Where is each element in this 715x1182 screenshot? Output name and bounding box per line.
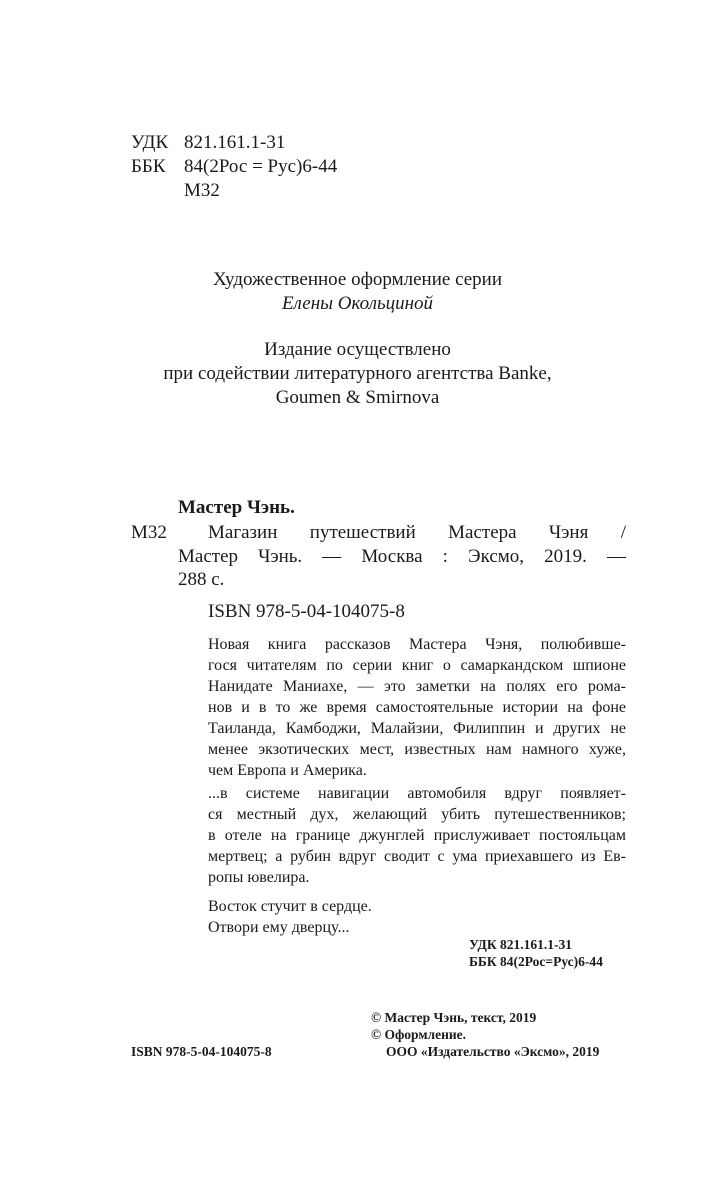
agency-line3: Goumen & Smirnova	[275, 387, 440, 408]
bib-author: Мастер Чэнь.	[178, 497, 295, 518]
bib-sign: М32	[131, 522, 167, 543]
agency-line2: при содействии литературного агентства Banke,	[163, 363, 552, 384]
annotation-line: Отвори ему дверцу...	[208, 919, 350, 936]
bib-isbn: ISBN 978-5-04-104075-8	[208, 601, 405, 622]
bib-title-line: Магазин путешествий Мастера Чэня /	[208, 522, 626, 543]
bottom-bbk: ББК 84(2Рос=Рус)6-44	[469, 954, 603, 969]
author-sign: М32	[184, 180, 220, 201]
annotation-line: гося читателям по серии книг о самаркандском шпионе	[208, 657, 626, 674]
annotation-paragraph-2	[208, 783, 626, 888]
annotation-line: мертвец; а рубин вдруг сводит с ума приехавшего из Ев-	[208, 848, 626, 865]
annotation-line: в отеле на границе джунглей прислуживает постояльцам	[208, 827, 626, 844]
annotation-line: менее экзотических мест, известных нам намного хуже,	[208, 741, 626, 758]
series-design-artist: Елены Окольциной	[281, 293, 434, 314]
annotation-line: Восток стучит в сердце.	[208, 898, 372, 915]
annotation-line: нов и в то же время самостоятельные истории на фоне	[208, 699, 626, 716]
copyright-publisher: ООО «Издательство «Эксмо», 2019	[386, 1044, 600, 1059]
agency-line1: Издание осуществлено	[264, 339, 451, 360]
annotation-line: Нанидате Маниахе, — это заметки на полях его рома-	[208, 678, 626, 695]
annotation-paragraph-3	[208, 896, 626, 938]
bbk-label: ББК	[131, 156, 166, 177]
copyright-text: © Мастер Чэнь, текст, 2019	[371, 1010, 537, 1025]
udk-value: 821.161.1-31	[184, 132, 286, 153]
annotation-line: ропы ювелира.	[208, 869, 310, 886]
annotation-line: чем Европа и Америка.	[208, 762, 367, 779]
annotation-line: ...в системе навигации автомобиля вдруг появляет-	[208, 785, 626, 802]
udk-label: УДК	[131, 132, 169, 153]
bib-pages: 288 с.	[178, 569, 225, 590]
bottom-udk: УДК 821.161.1-31	[469, 937, 572, 952]
annotation-paragraph-1	[208, 634, 626, 781]
annotation-line: Новая книга рассказов Мастера Чэня, полюбивше-	[208, 636, 626, 653]
copyright-design: © Оформление.	[371, 1027, 467, 1042]
bbk-value: 84(2Рос = Рус)6-44	[184, 156, 338, 177]
annotation-line: Таиланда, Камбоджи, Малайзии, Филиппин и других не	[208, 720, 626, 737]
bottom-isbn: ISBN 978-5-04-104075-8	[131, 1044, 272, 1059]
annotation-line: ся местный дух, желающий убить путешественников;	[208, 806, 626, 823]
bib-responsibility-line: Мастер Чэнь. — Москва : Эксмо, 2019. —	[178, 546, 626, 567]
series-design-line1: Художественное оформление серии	[212, 269, 503, 290]
